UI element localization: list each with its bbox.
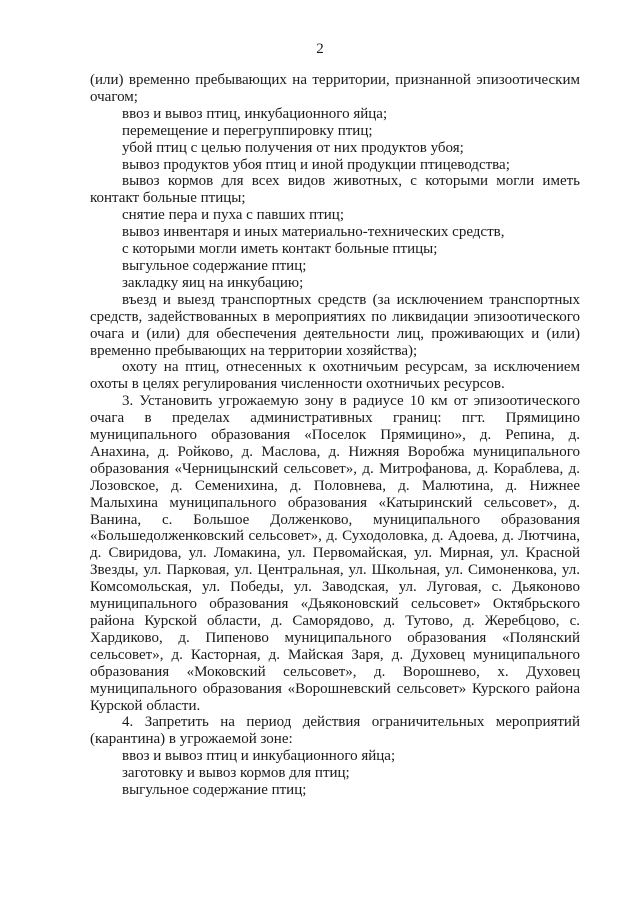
paragraph: вывоз кормов для всех видов животных, с которыми могли иметь контакт больные птицы; xyxy=(90,173,580,207)
paragraph: с которыми могли иметь контакт больные птицы; xyxy=(122,241,438,258)
paragraph: 4. Запретить на период действия ограничительных мероприятий (карантина) в угрожаемой зоне: xyxy=(90,714,580,748)
paragraph: перемещение и перегруппировку птиц; xyxy=(122,122,373,139)
paragraph: выгульное содержание птиц; xyxy=(122,782,307,799)
paragraph: въезд и выезд транспортных средств (за исключением транспортных средств, задействованных в мероприятиях по ликвидации эпизоотического очага и (или) для обеспечения деятельности лиц, проживающих и (или) временно пребывающих на территории хозяйства); xyxy=(90,291,580,359)
paragraph: 3. Установить угрожаемую зону в радиусе 10 км от эпизоотического очага в пределах административных границ: пгт. Прямицино муниципального образования «Поселок Прямицино», д. Репина, д. Анахина, д. Ройково, д. Маслова, д. Нижняя Воробжа муниципального образования «Черницынский сельсовет», д. Митрофанова, д. Кораблева, д. Лозовское, д. Семенихина, д. Половнева, д. Малютина, д. Нижнее Малыхина муниципального образования «Катыринский сельсовет», д. Ванина, с. Большое Долженково, муниципального образования «Большедолженковский сельсовет», д. Суходоловка, д. Адоева, д. Лютчина, д. Свиридова, ул. Ломакина, ул. Первомайская, ул. Мирная, ул. Красной Звезды, ул. Парковая, ул. Центральная, ул. Школьная, ул. Симоненкова, ул. Комсомольская, ул. Победы, ул. Заводская, ул. Луговая, с. Дьяконово муниципального образования «Дьяконовский сельсовет» Октябрьского района Курской области, д. Саморядово, д. Тутово, д. Жеребцово, с. Хардиково, д. Пипеново муниципального образования «Полянский сельсовет», д. Касторная, д. Майская Заря, д. Духовец муниципального образования «Моковский сельсовет», д. Ворошнево, х. Духовец муниципального образования «Ворошневский сельсовет» Курского района Курской области. xyxy=(90,393,580,714)
paragraph: ввоз и вывоз птиц и инкубационного яйца; xyxy=(122,748,396,765)
paragraph: вывоз инвентаря и иных материально-технических средств, xyxy=(122,224,505,241)
paragraph: убой птиц с целью получения от них продуктов убоя; xyxy=(122,139,464,156)
paragraph: выгульное содержание птиц; xyxy=(122,257,307,274)
paragraph: вывоз продуктов убоя птиц и иной продукции птицеводства; xyxy=(122,156,510,173)
paragraph: снятие пера и пуха с павших птиц; xyxy=(122,207,344,224)
document-body xyxy=(90,72,580,799)
paragraph: ввоз и вывоз птиц, инкубационного яйца; xyxy=(122,105,388,122)
paragraph: заготовку и вывоз кормов для птиц; xyxy=(122,765,350,782)
paragraph: охоту на птиц, отнесенных к охотничьим ресурсам, за исключением охоты в целях регулирования численности охотничьих ресурсов. xyxy=(90,359,580,393)
paragraph: закладку яиц на инкубацию; xyxy=(122,274,304,291)
page-number: 2 xyxy=(316,41,324,57)
paragraph: (или) временно пребывающих на территории, признанной эпизоотическим очагом; xyxy=(90,72,580,105)
